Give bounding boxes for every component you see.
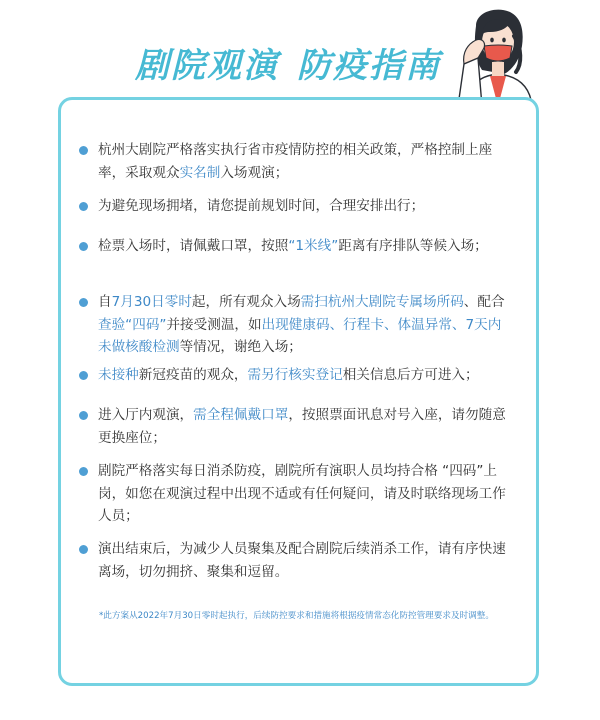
- highlight-text: “1米线”: [288, 238, 339, 254]
- guideline-item: [79, 460, 509, 528]
- highlight-text: 7月30日零时: [111, 294, 192, 310]
- highlight-text: 出现健康码、行程卡、体温异常、7天内未做核酸检测: [98, 316, 502, 355]
- body-text: 检票入场时，请佩戴口罩，按照: [98, 238, 289, 254]
- title-part-theater: 剧院观演: [135, 46, 279, 86]
- body-text: 距离有序排队等候入场；: [338, 238, 488, 254]
- highlight-text: 实名制: [179, 164, 221, 181]
- highlight-text: 需另行核实登记: [247, 367, 343, 383]
- bullet-dot-icon: [79, 146, 88, 155]
- guideline-item: [79, 404, 509, 449]
- highlight-text: 查验“四码”: [98, 316, 167, 333]
- guideline-text: [98, 195, 509, 218]
- guideline-item: [79, 364, 509, 387]
- guideline-text: [98, 404, 509, 449]
- guideline-text: [98, 460, 509, 528]
- footnote: *此方案从2022年7月30日零时起执行，后续防控要求和措施将根据疫情常态化防控管理要求及时调整。: [99, 611, 494, 621]
- body-text: 为避免现场拥堵，请您提前规划时间，合理安排出行；: [98, 198, 425, 214]
- guideline-item: [79, 291, 509, 359]
- body-text: 进入厅内观演，: [98, 407, 194, 423]
- body-text: 并接受测温，如: [166, 316, 262, 333]
- guideline-card: [58, 97, 539, 686]
- highlight-text: 需全程佩戴口罩: [193, 407, 289, 423]
- body-text: 起，所有观众入场: [191, 294, 301, 310]
- bullet-dot-icon: [79, 411, 88, 420]
- body-text: 杭州大剧院严格落实执行省市疫情防控的相关政策，严格控制上座率，采取观众: [98, 142, 493, 181]
- guideline-item: [79, 538, 509, 583]
- bullet-dot-icon: [79, 545, 88, 554]
- highlight-text: 未接种: [98, 367, 139, 383]
- guideline-item: [79, 139, 509, 184]
- guideline-text: [98, 235, 509, 258]
- bullet-dot-icon: [79, 467, 88, 476]
- guideline-text: [98, 538, 509, 583]
- guideline-item: [79, 235, 509, 258]
- body-text: 自: [98, 294, 112, 310]
- body-text: 、配合: [463, 294, 505, 310]
- bullet-dot-icon: [79, 298, 88, 307]
- body-text: ，按照票面讯息对号入座，请勿随意更换座位；: [98, 407, 506, 446]
- body-text: 演出结束后，为减少人员聚集及配合剧院后续消杀工作，请有序快速离场，切勿拥挤、聚集和逗留。: [98, 541, 506, 580]
- page-title: [135, 38, 441, 87]
- guideline-item: [79, 195, 509, 218]
- guideline-text: [98, 364, 509, 387]
- bullet-dot-icon: [79, 242, 88, 251]
- body-text: 新冠疫苗的观众，: [138, 367, 248, 383]
- health-worker-illustration-icon: [438, 6, 558, 106]
- body-text: 剧院严格落实每日消杀防疫，剧院所有演职人员均持合格 “四码”上岗，如您在观演过程中出现不适或有任何疑问，请及时联络现场工作人员；: [98, 463, 506, 524]
- guideline-text: [98, 291, 509, 359]
- title-part-guide: 防疫指南: [297, 46, 441, 86]
- highlight-text: 需扫杭州大剧院专属场所码: [300, 294, 464, 310]
- bullet-dot-icon: [79, 371, 88, 380]
- body-text: 入场观演；: [220, 164, 289, 181]
- body-text: 等情况，谢绝入场；: [179, 339, 302, 355]
- bullet-dot-icon: [79, 202, 88, 211]
- guideline-text: [98, 139, 509, 184]
- body-text: 相关信息后方可进入；: [342, 367, 479, 383]
